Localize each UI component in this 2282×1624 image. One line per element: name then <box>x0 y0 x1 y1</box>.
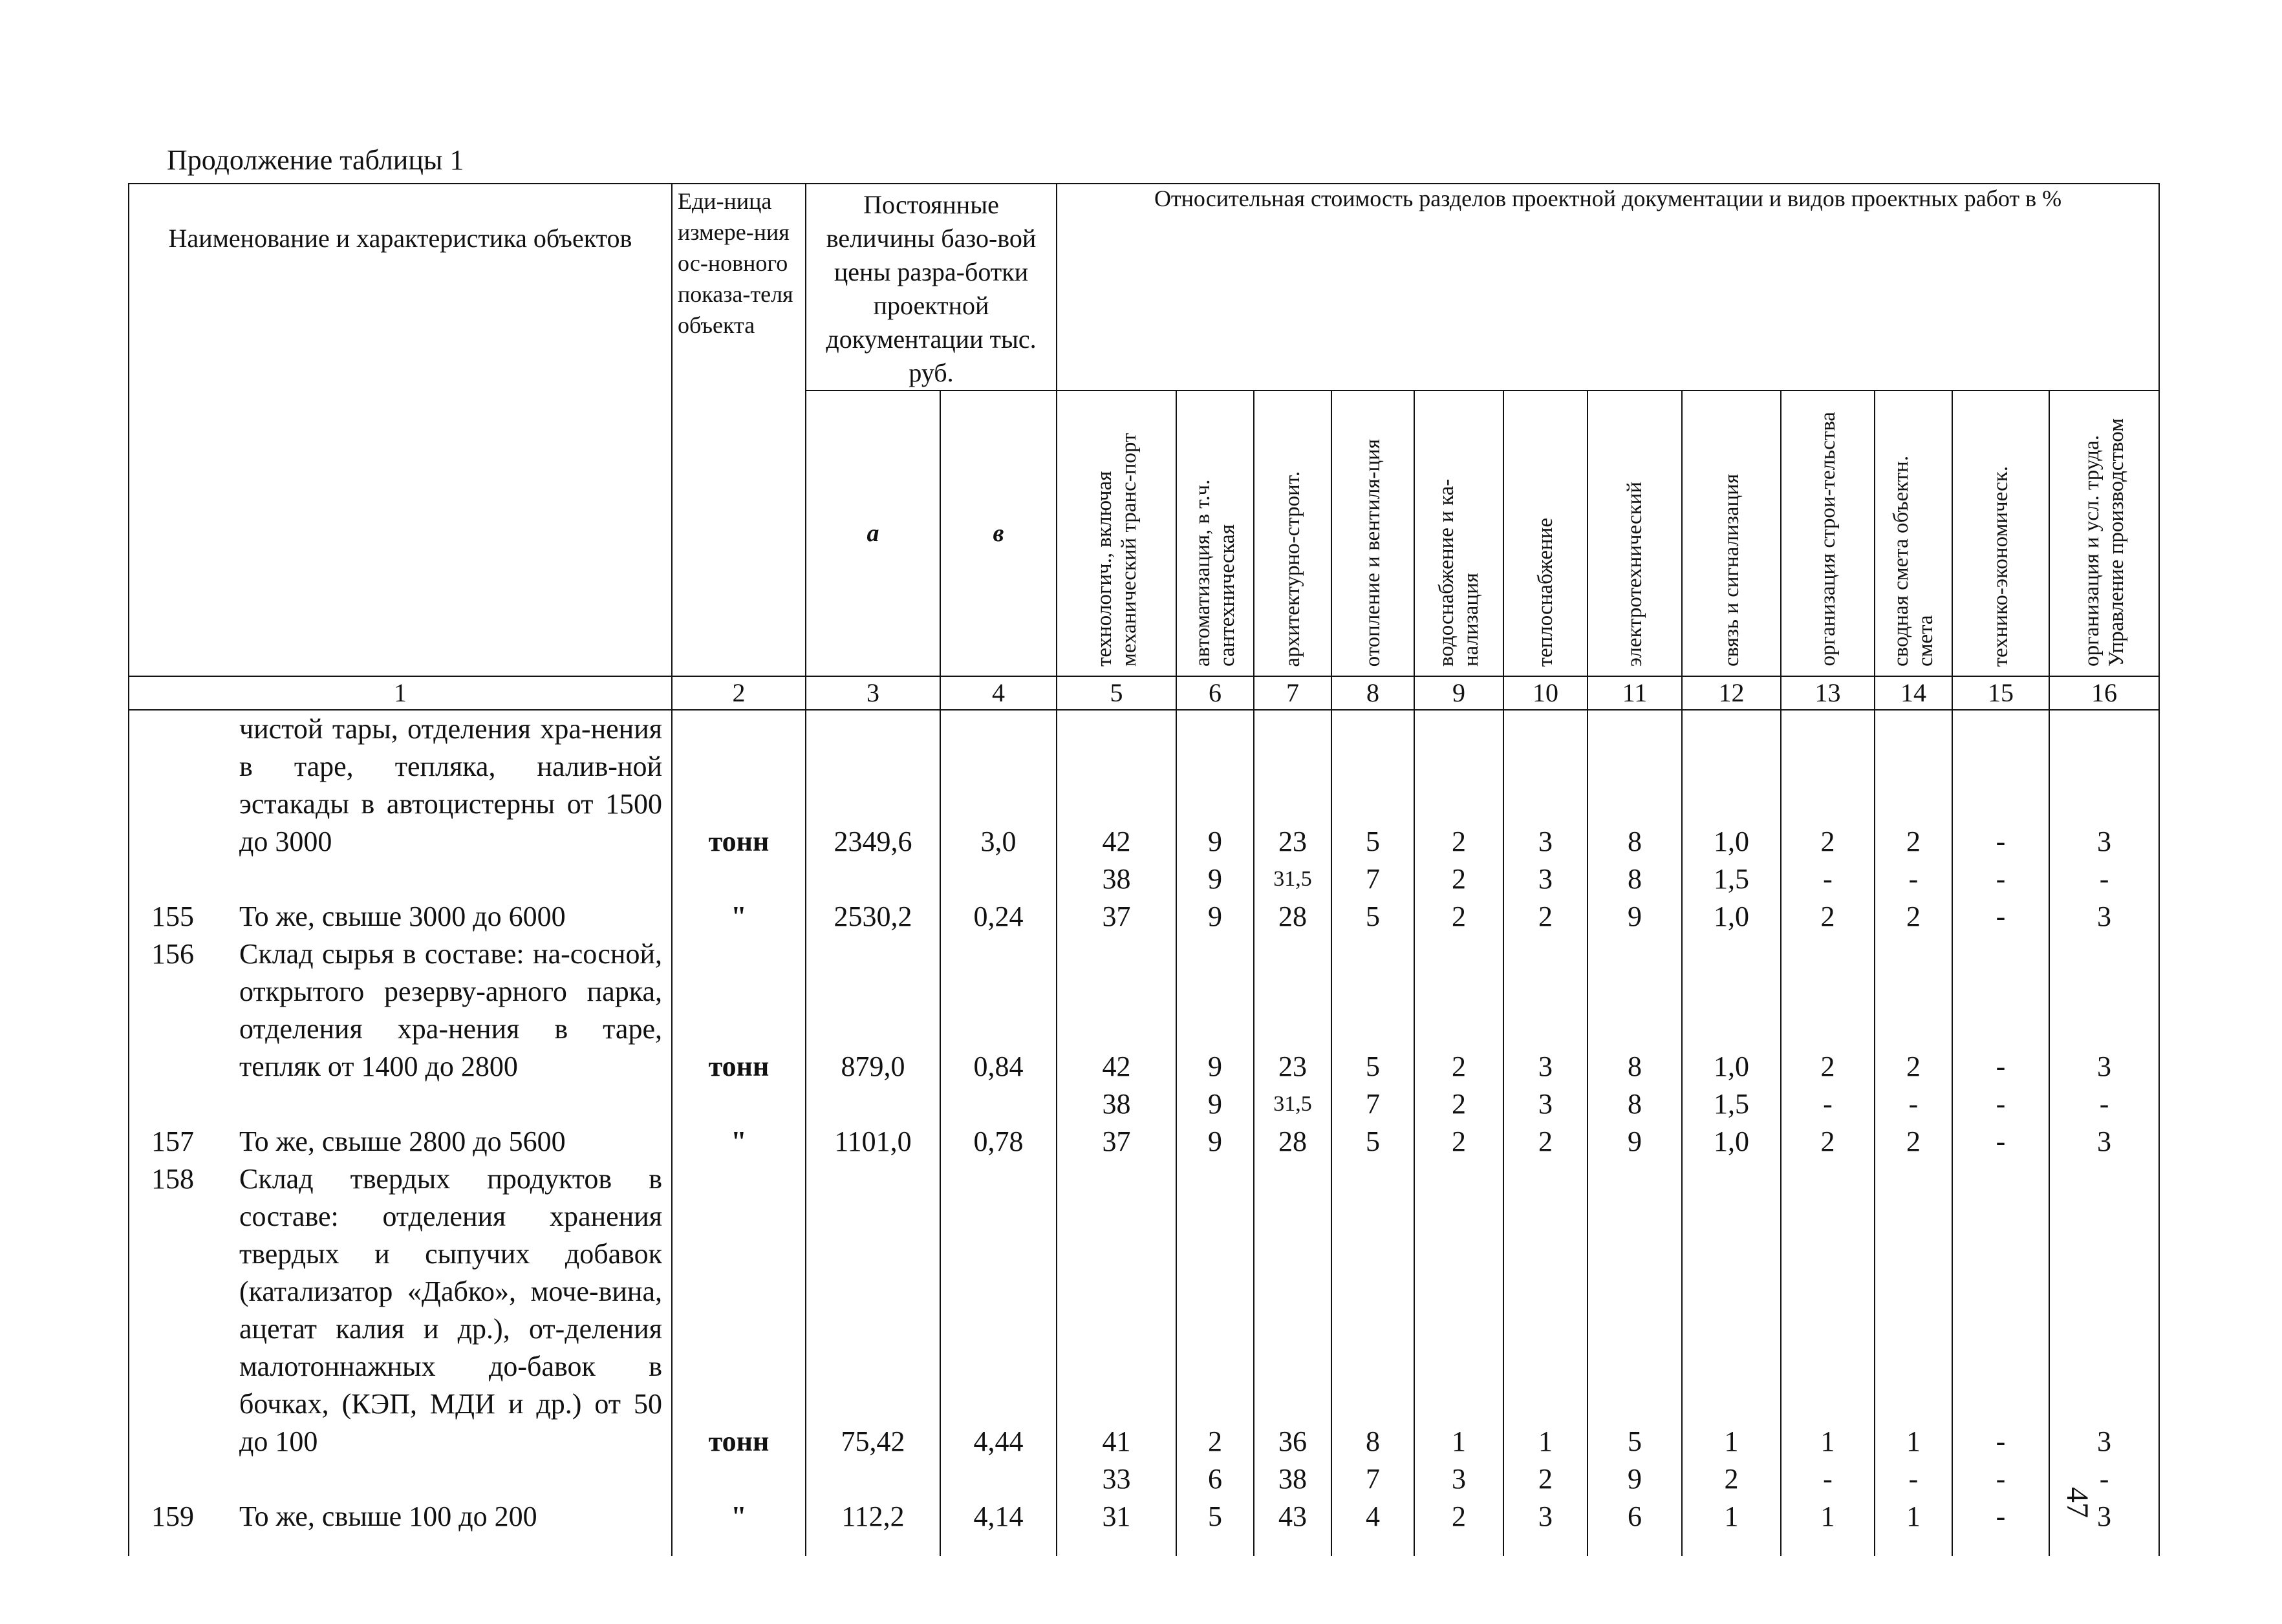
percent-cell <box>1414 1498 1503 1556</box>
percent-value: 1 <box>1906 1501 1921 1532</box>
header-section-5 <box>1057 390 1176 676</box>
unit-cell <box>672 1123 806 1160</box>
percent-value: 8 <box>1628 1051 1642 1082</box>
percent-value: 8 <box>1366 1426 1380 1457</box>
header-relative-cost: Относительная стоимость разделов проектной документации и видов проектных работ в % <box>1057 184 2159 390</box>
percent-value: - <box>1996 1426 2006 1457</box>
header-section-label: технико-экономическ. <box>1989 465 2012 667</box>
percent-value: 2 <box>1538 1126 1553 1157</box>
object-name-cell <box>129 1498 672 1556</box>
header-section-label: отопление и вентиля-ция <box>1361 438 1384 667</box>
percent-cell <box>1176 1160 1254 1498</box>
percent-cell <box>1952 1498 2049 1556</box>
table-caption: Продолжение таблицы 1 <box>167 144 464 176</box>
percent-cell <box>1057 1498 1176 1556</box>
percent-cell <box>1503 1160 1588 1498</box>
percent-value: 1 <box>1724 1501 1739 1532</box>
percent-value: - <box>1996 1051 2006 1082</box>
percent-value: 9 <box>1628 901 1642 932</box>
header-section-15 <box>1952 390 2049 676</box>
header-section-label: сводная смета объектн. смета <box>1889 455 1937 667</box>
percent-cell <box>2049 898 2159 935</box>
percent-value: 9 <box>1628 1463 1642 1495</box>
percent-cell <box>1414 1123 1503 1160</box>
column-number: 16 <box>2049 676 2159 710</box>
percent-value: - <box>2099 1463 2109 1495</box>
base-a-cell-value: 2349,6 <box>834 826 912 857</box>
percent-cell <box>1331 1160 1414 1498</box>
percent-cell <box>1176 898 1254 935</box>
percent-value: 28 <box>1278 1126 1307 1157</box>
column-number: 9 <box>1414 676 1503 710</box>
base-a-cell <box>806 898 940 935</box>
percent-value: 1,0 <box>1714 1126 1749 1157</box>
percent-value: 2 <box>1820 1051 1835 1082</box>
percent-cell <box>1875 1123 1952 1160</box>
percent-cell <box>2049 1160 2159 1498</box>
percent-cell <box>1682 935 1781 1123</box>
percent-cell <box>1952 710 2049 898</box>
header-section-13 <box>1781 390 1875 676</box>
column-number: 15 <box>1952 676 2049 710</box>
header-section-label: связь и сигнализация <box>1719 474 1743 667</box>
percent-cell <box>1682 1160 1781 1498</box>
header-b: в <box>940 390 1057 676</box>
percent-cell <box>1414 710 1503 898</box>
percent-cell <box>2049 935 2159 1123</box>
percent-cell <box>1331 1498 1414 1556</box>
object-name-cell <box>129 898 672 935</box>
percent-cell <box>1588 1123 1682 1160</box>
percent-value: 42 <box>1102 826 1131 857</box>
header-section-label: электротехнический <box>1623 481 1646 667</box>
percent-value: 2 <box>1452 863 1466 895</box>
percent-value: 3 <box>1452 1463 1466 1495</box>
column-number: 11 <box>1588 676 1682 710</box>
header-section-16 <box>2049 390 2159 676</box>
percent-value: 3 <box>2097 826 2112 857</box>
percent-value: 2 <box>1906 1051 1921 1082</box>
row-number: 155 <box>151 901 194 932</box>
column-number: 2 <box>672 676 806 710</box>
percent-value: - <box>1996 1463 2006 1495</box>
header-section-label: технологич., включая механический транс-порт <box>1092 433 1141 667</box>
percent-cell <box>2049 1123 2159 1160</box>
percent-value: 3 <box>1538 1051 1553 1082</box>
row-number: 157 <box>151 1126 194 1157</box>
percent-value: 5 <box>1366 901 1380 932</box>
column-number: 1 <box>129 676 672 710</box>
percent-value: 2 <box>1820 826 1835 857</box>
percent-value: 3 <box>2097 1126 2112 1157</box>
percent-value: 28 <box>1278 901 1307 932</box>
percent-value: 3 <box>1538 1088 1553 1120</box>
percent-value: - <box>1908 1088 1919 1120</box>
unit-cell <box>672 898 806 935</box>
column-number: 6 <box>1176 676 1254 710</box>
percent-value: 33 <box>1102 1463 1131 1495</box>
base-b-cell-value: 4,44 <box>973 1426 1024 1457</box>
percent-value: - <box>1908 1463 1919 1495</box>
percent-value: 1,5 <box>1714 1088 1749 1120</box>
percent-cell <box>1952 1160 2049 1498</box>
percent-cell <box>1682 1123 1781 1160</box>
row-number: 158 <box>151 1163 194 1195</box>
object-name: То же, свыше 2800 до 5600 <box>239 1126 566 1157</box>
column-number: 7 <box>1254 676 1331 710</box>
unit-cell <box>672 710 806 898</box>
row-number: 159 <box>151 1501 194 1532</box>
percent-value: 37 <box>1102 1126 1131 1157</box>
column-number: 5 <box>1057 676 1176 710</box>
percent-cell <box>1588 935 1682 1123</box>
percent-value: 6 <box>1628 1501 1642 1532</box>
percent-value: - <box>1823 1463 1833 1495</box>
percent-cell <box>1875 1160 1952 1498</box>
percent-cell <box>1781 1160 1875 1498</box>
percent-value: - <box>2099 863 2109 895</box>
column-numbers-row <box>129 676 2159 710</box>
percent-value: 5 <box>1628 1426 1642 1457</box>
percent-cell <box>1176 935 1254 1123</box>
percent-cell <box>1254 1160 1331 1498</box>
header-section-11 <box>1588 390 1682 676</box>
percent-value: 5 <box>1366 1051 1380 1082</box>
percent-value: 2 <box>1538 901 1553 932</box>
percent-value: 36 <box>1278 1426 1307 1457</box>
object-name: То же, свыше 3000 до 6000 <box>239 901 566 932</box>
header-unit: Еди-ница измере-ния ос-новного показа-теля объекта <box>672 184 806 676</box>
percent-cell <box>1176 710 1254 898</box>
header-section-10 <box>1503 390 1588 676</box>
unit-cell <box>672 935 806 1123</box>
table-row <box>129 710 2159 898</box>
header-name: Наименование и характеристика объектов <box>129 184 672 676</box>
percent-value: 3 <box>1538 826 1553 857</box>
base-b-cell-value: 3,0 <box>980 826 1017 857</box>
percent-value: 1,0 <box>1714 1051 1749 1082</box>
percent-value: 8 <box>1628 863 1642 895</box>
percent-value: 1,0 <box>1714 901 1749 932</box>
base-b-cell-value: 0,78 <box>973 1126 1024 1157</box>
percent-cell <box>1875 1498 1952 1556</box>
header-section-8 <box>1331 390 1414 676</box>
percent-cell <box>1331 935 1414 1123</box>
percent-cell <box>1057 710 1176 898</box>
percent-value: 2 <box>1452 1501 1466 1532</box>
header-base-price: Постоянные величины базо-вой цены разра-ботки проектной документации тыс. руб. <box>806 184 1057 390</box>
percent-value: 1 <box>1724 1426 1739 1457</box>
percent-value: 9 <box>1208 901 1222 932</box>
percent-value: - <box>1996 863 2006 895</box>
base-a-cell <box>806 1123 940 1160</box>
header-section-14 <box>1875 390 1952 676</box>
unit-cell-value: " <box>731 1501 747 1532</box>
percent-value: 31,5 <box>1273 867 1312 891</box>
unit-cell <box>672 1160 806 1498</box>
percent-value: - <box>1996 1126 2006 1157</box>
percent-value: 1,0 <box>1714 826 1749 857</box>
base-b-cell <box>940 1160 1057 1498</box>
percent-cell <box>1682 898 1781 935</box>
percent-value: - <box>1823 1088 1833 1120</box>
percent-cell <box>1781 1498 1875 1556</box>
percent-value: 7 <box>1366 1088 1380 1120</box>
column-number: 12 <box>1682 676 1781 710</box>
percent-value: 6 <box>1208 1463 1222 1495</box>
header-section-label: автоматизация, в т.ч. сантехническая <box>1191 479 1239 667</box>
percent-value: 2 <box>1452 1126 1466 1157</box>
percent-value: 7 <box>1366 1463 1380 1495</box>
percent-cell <box>1254 710 1331 898</box>
unit-cell-value: " <box>731 1126 747 1157</box>
percent-value: - <box>1908 863 1919 895</box>
column-number: 10 <box>1503 676 1588 710</box>
percent-value: 8 <box>1628 826 1642 857</box>
table-row <box>129 898 2159 935</box>
base-b-cell <box>940 1498 1057 1556</box>
header-section-6 <box>1176 390 1254 676</box>
percent-value: 5 <box>1208 1501 1222 1532</box>
percent-value: 2 <box>1452 901 1466 932</box>
percent-cell <box>1057 1160 1176 1498</box>
percent-cell <box>1952 935 2049 1123</box>
object-name-cell <box>129 935 672 1123</box>
header-section-label: организация и усл. труда. Управление производством <box>2080 418 2129 667</box>
base-b-cell <box>940 710 1057 898</box>
percent-value: 7 <box>1366 863 1380 895</box>
object-name: То же, свыше 100 до 200 <box>239 1501 537 1532</box>
header-section-12 <box>1682 390 1781 676</box>
object-name-cell <box>129 710 672 898</box>
percent-value: 41 <box>1102 1426 1131 1457</box>
table-header <box>129 184 2159 710</box>
percent-value: 1 <box>1906 1426 1921 1457</box>
percent-value: 9 <box>1208 1126 1222 1157</box>
percent-value: 43 <box>1278 1501 1307 1532</box>
base-b-cell <box>940 1123 1057 1160</box>
percent-value: 42 <box>1102 1051 1131 1082</box>
unit-cell-value: тонн <box>708 1051 770 1082</box>
object-name: Склад твердых продуктов в составе: отделения хранения твердых и сыпучих добавок (катализатор «Дабко», моче-вина, ацетат калия и др.), от-деления малотоннажных до-бавок в бочках, (КЭП, МДИ и др.) от 50 до 100 <box>239 1163 662 1457</box>
percent-cell <box>1588 1160 1682 1498</box>
percent-value: 3 <box>1538 1501 1553 1532</box>
base-b-cell-value: 0,24 <box>973 901 1024 932</box>
header-section-label: водоснабжение и ка-нализация <box>1435 478 1483 667</box>
percent-value: 1 <box>1452 1426 1466 1457</box>
percent-value: 1 <box>1538 1426 1553 1457</box>
page-number: 47 <box>2060 1487 2094 1518</box>
percent-value: 9 <box>1628 1126 1642 1157</box>
column-number: 8 <box>1331 676 1414 710</box>
percent-value: 38 <box>1278 1463 1307 1495</box>
percent-value: 8 <box>1628 1088 1642 1120</box>
percent-cell <box>1503 1123 1588 1160</box>
base-a-cell-value: 2530,2 <box>834 901 912 932</box>
percent-cell <box>1057 935 1176 1123</box>
header-section-9 <box>1414 390 1503 676</box>
base-a-cell <box>806 1160 940 1498</box>
percent-value: 4 <box>1366 1501 1380 1532</box>
percent-value: - <box>1996 1088 2006 1120</box>
column-number: 13 <box>1781 676 1875 710</box>
table-row <box>129 1498 2159 1556</box>
percent-value: 3 <box>2097 901 2112 932</box>
percent-value: 5 <box>1366 1126 1380 1157</box>
percent-value: 9 <box>1208 1088 1222 1120</box>
percent-cell <box>1503 935 1588 1123</box>
percent-cell <box>1414 935 1503 1123</box>
object-name: Склад сырья в составе: на-сосной, открытого резерву-арного парка, отделения хра-нения в таре, тепляк от 1400 до 2800 <box>239 938 662 1082</box>
header-section-7 <box>1254 390 1331 676</box>
base-a-cell <box>806 935 940 1123</box>
percent-cell <box>1503 1498 1588 1556</box>
percent-value: - <box>1823 863 1833 895</box>
header-a: а <box>806 390 940 676</box>
header-section-label: организация строи-тельства <box>1816 412 1840 667</box>
percent-value: 3 <box>2097 1051 2112 1082</box>
percent-cell <box>1781 935 1875 1123</box>
percent-cell <box>1254 898 1331 935</box>
percent-value: 31 <box>1102 1501 1131 1532</box>
percent-cell <box>1781 898 1875 935</box>
header-section-label: теплоснабжение <box>1534 517 1557 667</box>
percent-value: 1 <box>1820 1426 1835 1457</box>
percent-cell <box>1682 1498 1781 1556</box>
percent-value: 1 <box>1820 1501 1835 1532</box>
percent-value: 5 <box>1366 826 1380 857</box>
percent-cell <box>1414 1160 1503 1498</box>
base-b-cell-value: 0,84 <box>973 1051 1024 1082</box>
percent-value: - <box>1996 1501 2006 1532</box>
percent-value: 2 <box>1452 1051 1466 1082</box>
unit-cell-value: " <box>731 901 747 932</box>
percent-cell <box>1414 898 1503 935</box>
base-a-cell <box>806 1498 940 1556</box>
base-b-cell <box>940 898 1057 935</box>
percent-cell <box>1588 1498 1682 1556</box>
percent-value: - <box>1996 901 2006 932</box>
percent-value: 2 <box>1906 1126 1921 1157</box>
percent-value: 3 <box>2097 1426 2112 1457</box>
percent-value: 2 <box>1208 1426 1222 1457</box>
percent-cell <box>1254 1498 1331 1556</box>
percent-cell <box>1875 898 1952 935</box>
percent-value: 2 <box>1820 1126 1835 1157</box>
base-a-cell-value: 75,42 <box>841 1426 905 1457</box>
percent-value: - <box>1996 826 2006 857</box>
percent-cell <box>1682 710 1781 898</box>
percent-value: 1,5 <box>1714 863 1749 895</box>
object-name-cell <box>129 1160 672 1498</box>
base-a-cell-value: 112,2 <box>841 1501 905 1532</box>
table-row <box>129 1160 2159 1498</box>
percent-value: 2 <box>1906 901 1921 932</box>
percent-value: 3 <box>1538 863 1553 895</box>
percent-value: 31,5 <box>1273 1092 1312 1116</box>
percent-cell <box>1057 898 1176 935</box>
unit-cell <box>672 1498 806 1556</box>
percent-value: 2 <box>1452 1088 1466 1120</box>
percent-value: 9 <box>1208 826 1222 857</box>
percent-cell <box>2049 710 2159 898</box>
percent-value: 2 <box>1538 1463 1553 1495</box>
percent-cell <box>1331 1123 1414 1160</box>
percent-cell <box>1781 1123 1875 1160</box>
percent-value: 23 <box>1278 1051 1307 1082</box>
table-row <box>129 1123 2159 1160</box>
base-b-cell-value: 4,14 <box>973 1501 1024 1532</box>
percent-cell <box>1588 710 1682 898</box>
unit-cell-value: тонн <box>708 1426 770 1457</box>
percent-value: 2 <box>1724 1463 1739 1495</box>
column-number: 14 <box>1875 676 1952 710</box>
base-a-cell-value: 879,0 <box>841 1051 905 1082</box>
base-b-cell <box>940 935 1057 1123</box>
table-body <box>129 710 2159 1556</box>
percent-cell <box>1331 898 1414 935</box>
percent-value: 2 <box>1452 826 1466 857</box>
column-number: 3 <box>806 676 940 710</box>
percent-value: - <box>2099 1088 2109 1120</box>
percent-value: 23 <box>1278 826 1307 857</box>
percent-cell <box>1176 1498 1254 1556</box>
percent-value: 37 <box>1102 901 1131 932</box>
percent-cell <box>1503 898 1588 935</box>
percent-cell <box>1503 710 1588 898</box>
header-section-label: архитектурно-строит. <box>1281 471 1304 667</box>
percent-cell <box>1254 935 1331 1123</box>
percent-cell <box>1781 710 1875 898</box>
row-number: 156 <box>151 938 194 970</box>
percent-value: 2 <box>1906 826 1921 857</box>
object-name: чистой тары, отделения хра-нения в таре, тепляка, налив-ной эстакады в автоцистерны от 1500 до 3000 <box>239 713 662 857</box>
cost-table <box>128 183 2160 1556</box>
column-number: 4 <box>940 676 1057 710</box>
percent-value: 2 <box>1820 901 1835 932</box>
percent-value: 38 <box>1102 863 1131 895</box>
percent-value: 9 <box>1208 1051 1222 1082</box>
base-a-cell-value: 1101,0 <box>834 1126 912 1157</box>
percent-cell <box>1952 1123 2049 1160</box>
unit-cell-value: тонн <box>708 826 770 857</box>
percent-cell <box>1875 935 1952 1123</box>
object-name-cell <box>129 1123 672 1160</box>
percent-cell <box>1952 898 2049 935</box>
percent-cell <box>1254 1123 1331 1160</box>
percent-cell <box>1176 1123 1254 1160</box>
percent-cell <box>1057 1123 1176 1160</box>
percent-value: 38 <box>1102 1088 1131 1120</box>
table-row <box>129 935 2159 1123</box>
percent-value: 3 <box>2097 1501 2112 1532</box>
base-a-cell <box>806 710 940 898</box>
percent-cell <box>1588 898 1682 935</box>
percent-value: 9 <box>1208 863 1222 895</box>
percent-cell <box>1875 710 1952 898</box>
percent-cell <box>1331 710 1414 898</box>
